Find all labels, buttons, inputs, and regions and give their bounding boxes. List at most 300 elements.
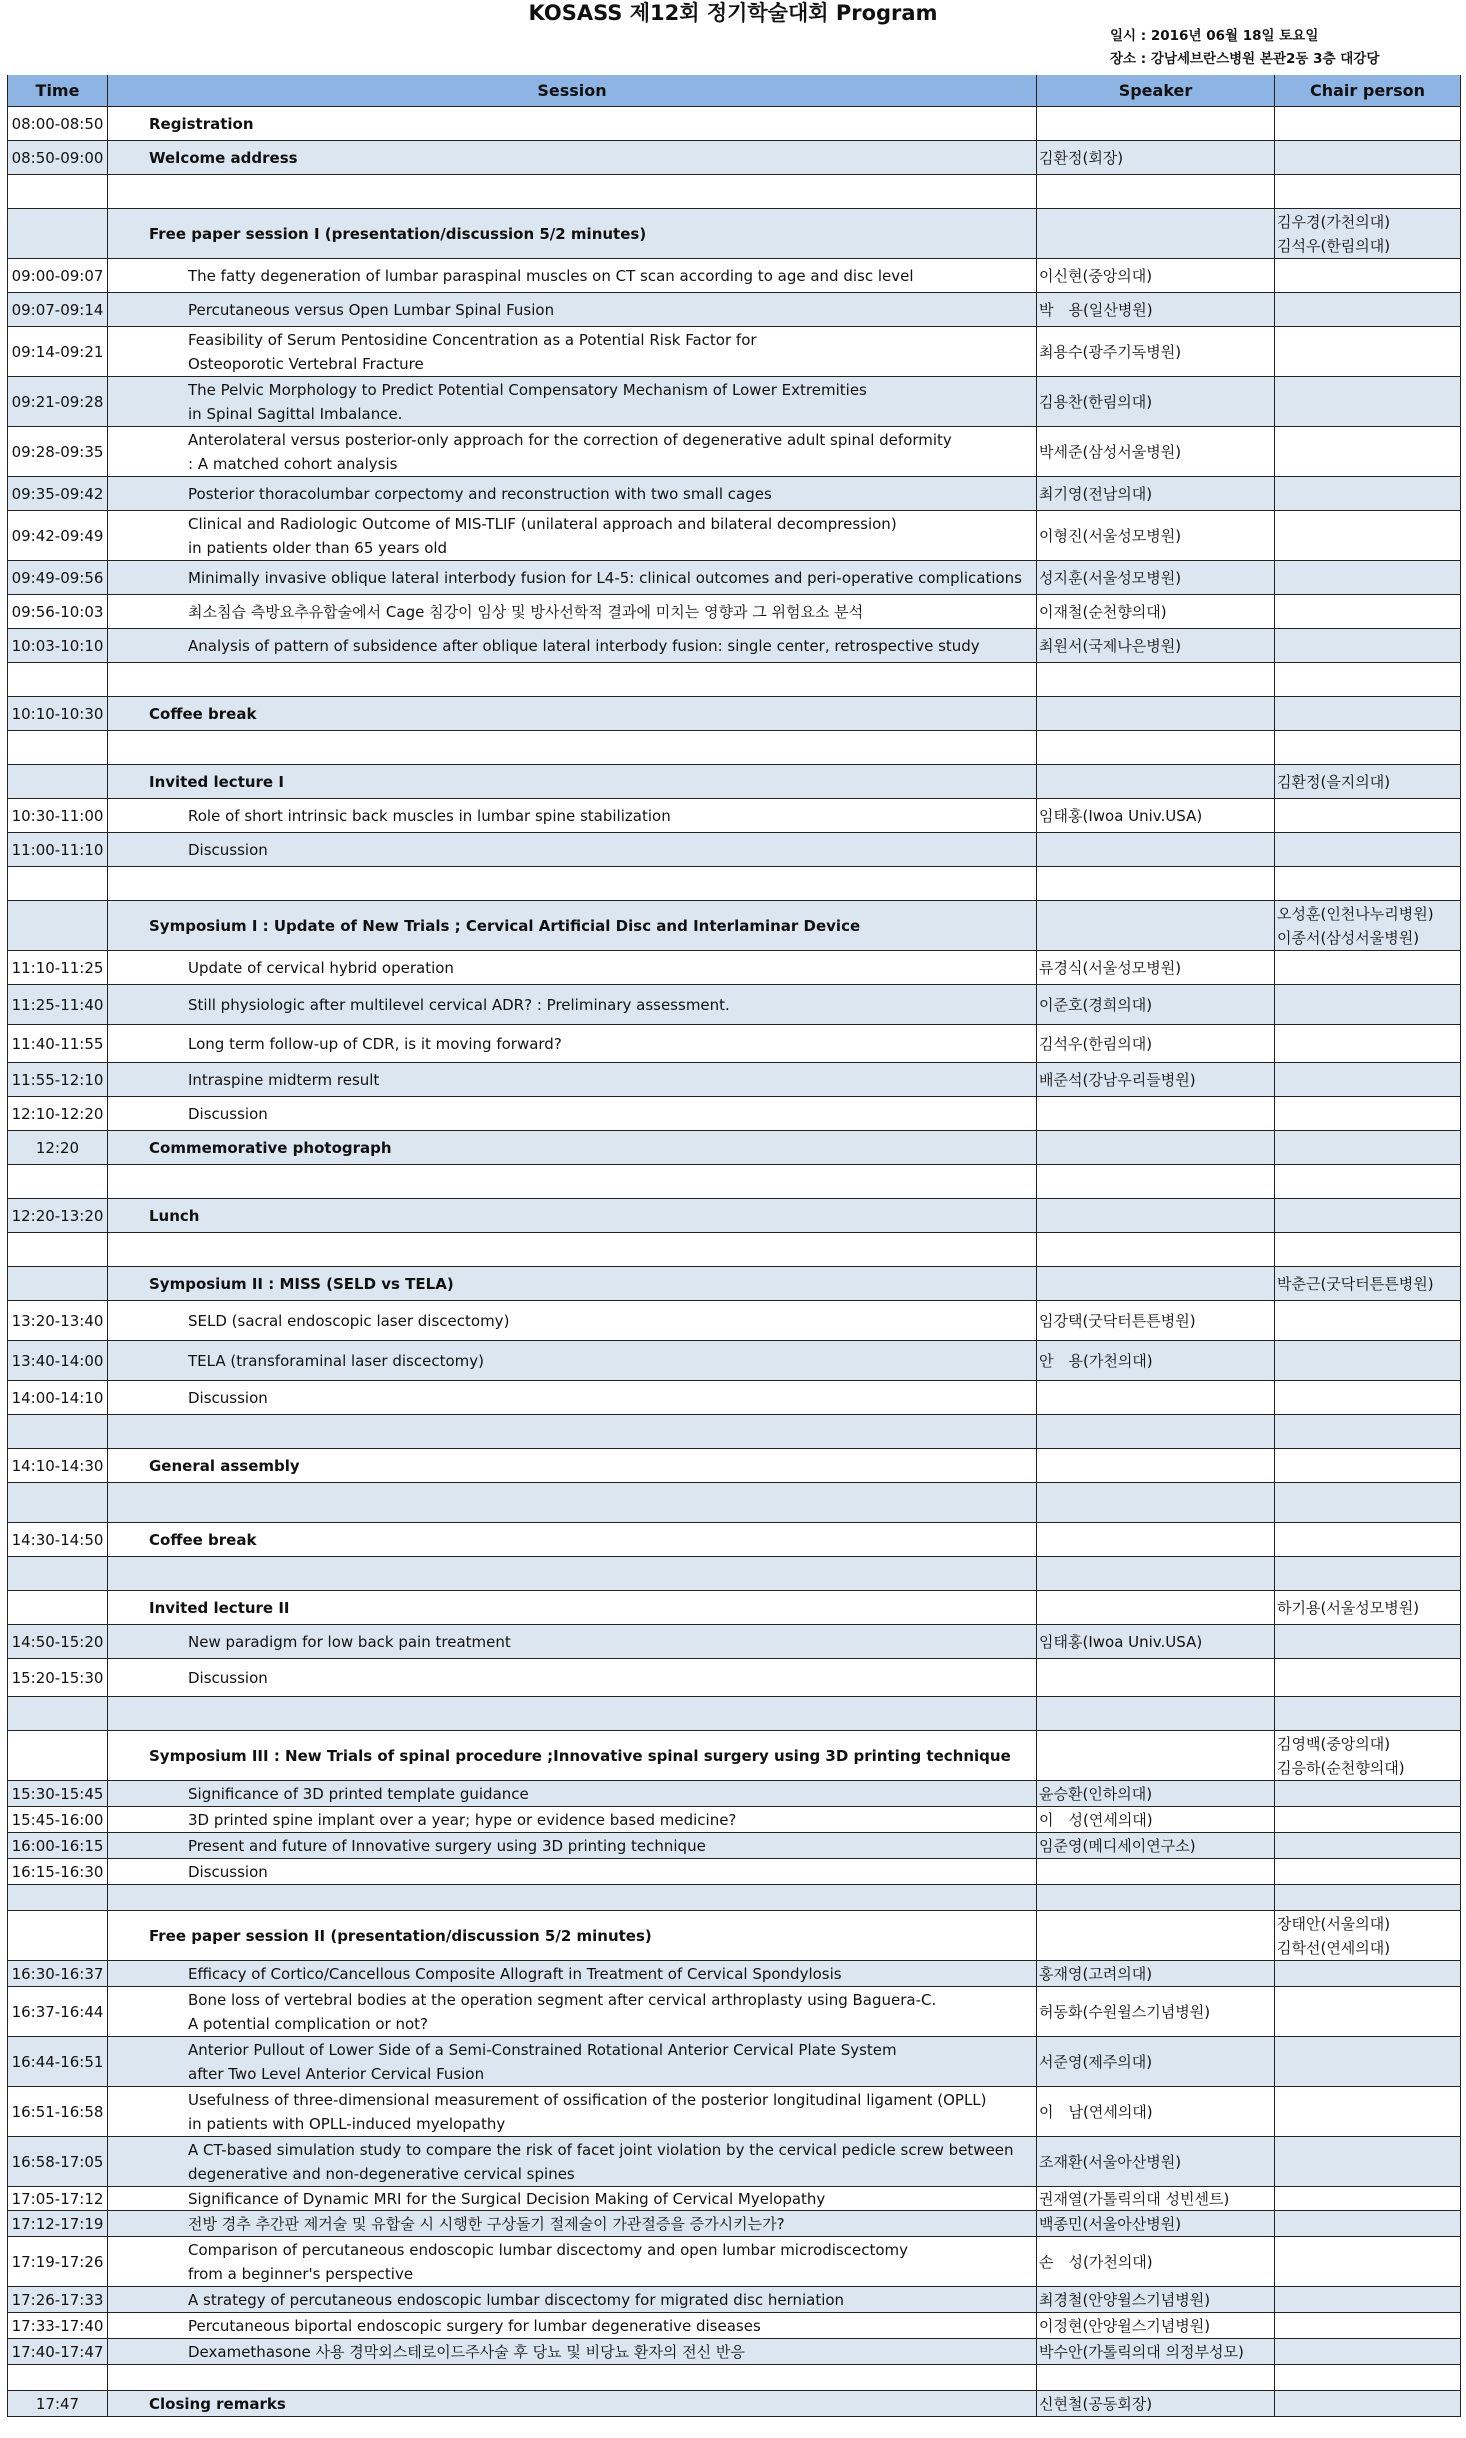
table-row [7,2187,1461,2211]
chair-cell [1275,1859,1461,1884]
header-speaker: Speaker [1037,75,1275,106]
chair-cell [1275,1063,1461,1096]
session-cell-text: Discussion [188,1862,268,1881]
session-cell [108,901,1037,950]
session-cell-text: Invited lecture I [149,772,284,791]
table-row [7,765,1461,799]
time-cell [7,595,108,628]
table-row [7,951,1461,985]
chair-cell-text: 김영백(중앙의대) 김응하(순천향의대) [1277,1734,1405,1777]
session-cell [108,2211,1037,2236]
session-cell [108,2087,1037,2136]
speaker-cell-text: 김용찬(한림의대) [1039,392,1153,411]
table-row [7,833,1461,867]
speaker-cell-text: 이준호(경희의대) [1039,995,1153,1014]
speaker-cell [1037,2237,1275,2286]
chair-cell [1275,2037,1461,2086]
time-cell-text: 16:37-16:44 [11,2002,104,2021]
session-cell [108,1415,1037,1448]
speaker-cell-text: 최기영(전남의대) [1039,484,1153,503]
session-cell [108,595,1037,628]
table-row [7,377,1461,427]
time-cell-text: 10:30-11:00 [11,806,104,825]
chair-cell [1275,1267,1461,1300]
time-cell [7,1199,108,1232]
time-cell [7,1807,108,1832]
speaker-cell [1037,561,1275,594]
chair-cell [1275,511,1461,560]
session-cell-text: New paradigm for low back pain treatment [188,1632,511,1651]
chair-cell [1275,1131,1461,1164]
chair-cell [1275,1483,1461,1522]
chair-cell [1275,1807,1461,1832]
speaker-cell-text: 최경철(안양윌스기념병원) [1039,2290,1211,2309]
speaker-cell [1037,2087,1275,2136]
speaker-cell-text: 윤승환(인하의대) [1039,1784,1153,1803]
speaker-cell [1037,141,1275,174]
time-cell [7,629,108,662]
time-cell [7,175,108,208]
table-row [7,1833,1461,1859]
time-cell [7,2365,108,2390]
time-cell-text: 12:20 [35,1138,80,1157]
session-cell [108,259,1037,292]
session-cell [108,1063,1037,1096]
time-cell-text: 15:45-16:00 [11,1810,104,1829]
speaker-cell-text: 박수안(가톨릭의대 의정부성모) [1039,2342,1244,2361]
time-cell [7,2339,108,2364]
speaker-cell [1037,1731,1275,1780]
session-cell [108,1557,1037,1590]
table-row [7,1731,1461,1781]
time-cell-text: 16:58-17:05 [11,2152,104,2171]
table-row [7,1961,1461,1987]
time-cell [7,1233,108,1266]
chair-cell [1275,141,1461,174]
session-cell [108,2237,1037,2286]
session-cell-text: Analysis of pattern of subsidence after oblique lateral interbody fusion: single center, retrospective study [188,636,980,655]
speaker-cell-text: 이정현(안양윌스기념병원) [1039,2316,1211,2335]
table-row [7,1523,1461,1557]
chair-cell [1275,1025,1461,1062]
session-cell [108,209,1037,258]
session-cell [108,1987,1037,2036]
table-row [7,2287,1461,2313]
chair-cell [1275,629,1461,662]
speaker-cell [1037,427,1275,476]
chair-cell [1275,2365,1461,2390]
chair-cell [1275,867,1461,900]
session-cell-text: Discussion [188,840,268,859]
speaker-cell-text: 임준영(메디세이연구소) [1039,1836,1196,1855]
session-cell-text: Discussion [188,1668,268,1687]
table-row [7,1807,1461,1833]
chair-cell [1275,1731,1461,1780]
session-cell [108,731,1037,764]
table-row [7,1659,1461,1697]
event-date: 일시 : 2016년 06월 18일 토요일 [1110,28,1319,44]
chair-cell [1275,2237,1461,2286]
time-cell [7,951,108,984]
chair-cell [1275,2211,1461,2236]
chair-cell [1275,2339,1461,2364]
table-row [7,1591,1461,1625]
table-header-row [7,75,1461,107]
chair-cell [1275,175,1461,208]
time-cell-text: 10:10-10:30 [11,704,104,723]
speaker-cell [1037,1165,1275,1198]
session-cell [108,511,1037,560]
session-cell-text: Symposium II : MISS (SELD vs TELA) [149,1274,454,1293]
session-cell-text: Coffee break [149,704,257,723]
time-cell [7,1415,108,1448]
time-cell-text: 09:28-09:35 [11,442,104,461]
time-cell [7,2313,108,2338]
session-cell [108,1659,1037,1696]
time-cell-text: 08:50-09:00 [11,148,104,167]
time-cell-text: 09:35-09:42 [11,484,104,503]
time-cell [7,901,108,950]
time-cell-text: 09:21-09:28 [11,392,104,411]
session-cell-text: SELD (sacral endoscopic laser discectomy) [188,1311,510,1330]
session-cell-text: A CT-based simulation study to compare the risk of facet joint violation by the cervical pedicle screw between degenerative and non-degenerative cervical spines [188,2140,1014,2183]
table-row [7,327,1461,377]
chair-cell [1275,209,1461,258]
time-cell [7,985,108,1024]
speaker-cell [1037,1885,1275,1910]
session-cell-text: Closing remarks [149,2394,286,2413]
chair-cell [1275,731,1461,764]
time-cell [7,1449,108,1482]
time-cell-text: 09:56-10:03 [11,602,104,621]
speaker-cell [1037,293,1275,326]
time-cell-text: 12:10-12:20 [11,1104,104,1123]
chair-cell [1275,327,1461,376]
time-cell-text: 14:50-15:20 [11,1632,104,1651]
time-cell [7,1131,108,1164]
time-cell [7,561,108,594]
event-venue: 장소 : 강남세브란스병원 본관2동 3층 대강당 [1110,51,1380,67]
table-row [7,799,1461,833]
chair-cell [1275,1987,1461,2036]
speaker-cell-text: 임태홍(Iwoa Univ.USA) [1039,806,1203,825]
time-cell [7,209,108,258]
time-cell [7,1833,108,1858]
time-cell-text: 08:00-08:50 [11,114,104,133]
time-cell [7,663,108,696]
time-cell [7,1341,108,1380]
time-cell [7,1731,108,1780]
time-cell [7,1961,108,1986]
speaker-cell [1037,327,1275,376]
chair-cell [1275,2287,1461,2312]
session-cell-text: Discussion [188,1104,268,1123]
table-row [7,2339,1461,2365]
table-row [7,1267,1461,1301]
session-cell [108,1781,1037,1806]
time-cell [7,2391,108,2416]
time-cell [7,327,108,376]
chair-cell [1275,1199,1461,1232]
session-cell [108,327,1037,376]
time-cell [7,2237,108,2286]
table-row [7,901,1461,951]
speaker-cell-text: 이형진(서울성모병원) [1039,526,1182,545]
time-cell-text: 16:51-16:58 [11,2102,104,2121]
speaker-cell-text: 박세준(삼성서울병원) [1039,442,1182,461]
table-row [7,1233,1461,1267]
session-cell-text: Symposium I : Update of New Trials ; Cervical Artificial Disc and Interlaminar Device [149,916,861,935]
session-cell [108,867,1037,900]
speaker-cell-text: 권재열(가톨릭의대 성빈센트) [1039,2189,1230,2208]
speaker-cell [1037,511,1275,560]
speaker-cell [1037,1233,1275,1266]
session-cell [108,1025,1037,1062]
session-cell [108,1483,1037,1522]
time-cell-text: 12:20-13:20 [11,1206,104,1225]
time-cell [7,731,108,764]
session-cell-text: Posterior thoracolumbar corpectomy and reconstruction with two small cages [188,484,772,503]
table-row [7,1483,1461,1523]
time-cell-text: 14:10-14:30 [11,1456,104,1475]
time-cell [7,1381,108,1414]
time-cell [7,1523,108,1556]
speaker-cell [1037,1523,1275,1556]
session-cell-text: Clinical and Radiologic Outcome of MIS-TLIF (unilateral approach and bilateral decompression) in patients older than 65 years old [188,514,897,557]
session-cell [108,1833,1037,1858]
speaker-cell [1037,629,1275,662]
time-cell-text: 09:49-09:56 [11,568,104,587]
session-cell [108,697,1037,730]
table-row [7,1859,1461,1885]
table-row [7,1131,1461,1165]
speaker-cell [1037,1859,1275,1884]
chair-cell [1275,1911,1461,1960]
table-row [7,2037,1461,2087]
speaker-cell-text: 성지훈(서울성모병원) [1039,568,1182,587]
speaker-cell [1037,1961,1275,1986]
session-cell-text: Role of short intrinsic back muscles in lumbar spine stabilization [188,806,671,825]
table-row [7,107,1461,141]
speaker-cell [1037,107,1275,140]
session-cell [108,2287,1037,2312]
chair-cell [1275,833,1461,866]
speaker-cell [1037,2391,1275,2416]
time-cell [7,2287,108,2312]
speaker-cell [1037,1807,1275,1832]
time-cell-text: 16:44-16:51 [11,2052,104,2071]
table-row [7,259,1461,293]
session-cell [108,1625,1037,1658]
session-cell [108,1807,1037,1832]
table-row [7,427,1461,477]
speaker-cell [1037,209,1275,258]
time-cell-text: 10:03-10:10 [11,636,104,655]
speaker-cell [1037,901,1275,950]
speaker-cell-text: 홍재영(고려의대) [1039,1964,1153,1983]
session-cell [108,629,1037,662]
speaker-cell-text: 박 용(일산병원) [1039,300,1153,319]
speaker-cell-text: 임태홍(Iwoa Univ.USA) [1039,1632,1203,1651]
session-cell [108,1381,1037,1414]
speaker-cell [1037,2313,1275,2338]
table-row [7,2087,1461,2137]
session-cell [108,477,1037,510]
time-cell [7,833,108,866]
time-cell-text: 11:00-11:10 [11,840,104,859]
table-row [7,867,1461,901]
table-row [7,1381,1461,1415]
session-cell-text: Significance of 3D printed template guidance [188,1784,529,1803]
time-cell [7,1025,108,1062]
speaker-cell [1037,1781,1275,1806]
session-cell-text: Update of cervical hybrid operation [188,958,454,977]
chair-cell-text: 오성훈(인천나누리병원) 이종서(삼성서울병원) [1277,904,1434,947]
chair-cell [1275,427,1461,476]
table-row [7,595,1461,629]
time-cell-text: 11:25-11:40 [11,995,104,1014]
speaker-cell [1037,477,1275,510]
session-cell [108,1233,1037,1266]
session-cell-text: Percutaneous biportal endoscopic surgery for lumbar degenerative diseases [188,2316,761,2335]
time-cell-text: 17:12-17:19 [11,2214,104,2233]
speaker-cell-text: 이 성(연세의대) [1039,1810,1153,1829]
time-cell [7,1097,108,1130]
session-cell-text: Commemorative photograph [149,1138,392,1157]
chair-cell [1275,1625,1461,1658]
time-cell [7,511,108,560]
time-cell-text: 09:00-09:07 [11,266,104,285]
table-row [7,1911,1461,1961]
speaker-cell [1037,1911,1275,1960]
speaker-cell-text: 최용수(광주기독병원) [1039,342,1182,361]
chair-cell [1275,1697,1461,1730]
time-cell-text: 09:42-09:49 [11,526,104,545]
table-row [7,1301,1461,1341]
speaker-cell [1037,1131,1275,1164]
time-cell-text: 11:55-12:10 [11,1070,104,1089]
session-cell [108,765,1037,798]
time-cell [7,477,108,510]
speaker-cell [1037,1833,1275,1858]
chair-cell [1275,1885,1461,1910]
session-cell [108,1449,1037,1482]
time-cell [7,799,108,832]
speaker-cell-text: 안 용(가천의대) [1039,1351,1153,1370]
chair-cell [1275,1781,1461,1806]
time-cell [7,293,108,326]
speaker-cell-text: 류경식(서울성모병원) [1039,958,1182,977]
session-cell-text: Free paper session I (presentation/discussion 5/2 minutes) [149,224,647,243]
session-cell [108,141,1037,174]
session-cell [108,2313,1037,2338]
chair-cell-text: 박춘근(굿닥터튼튼병원) [1277,1274,1434,1293]
speaker-cell [1037,595,1275,628]
speaker-cell-text: 이 남(연세의대) [1039,2102,1153,2121]
chair-cell [1275,1233,1461,1266]
session-cell-text: Comparison of percutaneous endoscopic lumbar discectomy and open lumbar microdiscectomy from a beginner's perspective [188,2240,909,2283]
table-row [7,731,1461,765]
chair-cell [1275,1097,1461,1130]
session-cell-text: Anterior Pullout of Lower Side of a Semi-Constrained Rotational Anterior Cervical Plate System after Two Level Anterior Cervical Fusion [188,2040,897,2083]
session-cell-text: Still physiologic after multilevel cervical ADR? : Preliminary assessment. [188,995,730,1014]
table-row [7,1199,1461,1233]
table-row [7,1025,1461,1063]
session-cell-text: Anterolateral versus posterior-only approach for the correction of degenerative adult spinal deformity : A matched cohort analysis [188,430,952,473]
table-row [7,629,1461,663]
table-row [7,1449,1461,1483]
chair-cell [1275,1415,1461,1448]
chair-cell [1275,1659,1461,1696]
speaker-cell [1037,1025,1275,1062]
table-row [7,511,1461,561]
chair-cell [1275,1523,1461,1556]
time-cell [7,1697,108,1730]
speaker-cell [1037,697,1275,730]
chair-cell [1275,595,1461,628]
header-session: Session [108,75,1037,106]
time-cell [7,377,108,426]
page-title: KOSASS 제12회 정기학술대회 Program [528,1,938,25]
time-cell-text: 14:30-14:50 [11,1530,104,1549]
time-cell-text: 11:40-11:55 [11,1034,104,1053]
session-cell [108,1523,1037,1556]
chair-cell [1275,1449,1461,1482]
speaker-cell [1037,765,1275,798]
session-cell [108,1697,1037,1730]
speaker-cell [1037,2187,1275,2210]
chair-cell [1275,1165,1461,1198]
chair-cell [1275,259,1461,292]
time-cell [7,107,108,140]
speaker-cell [1037,1483,1275,1522]
time-cell [7,1483,108,1522]
session-cell [108,2391,1037,2416]
table-row [7,561,1461,595]
session-cell-text: Efficacy of Cortico/Cancellous Composite Allograft in Treatment of Cervical Spondylosis [188,1964,842,1983]
time-cell [7,1885,108,1910]
session-cell [108,1911,1037,1960]
session-cell-text: Significance of Dynamic MRI for the Surgical Decision Making of Cervical Myelopathy [188,2189,826,2208]
session-cell [108,2137,1037,2186]
session-cell [108,1885,1037,1910]
chair-cell [1275,377,1461,426]
session-cell [108,1131,1037,1164]
session-cell-text: Bone loss of vertebral bodies at the operation segment after cervical arthroplasty using Baguera-C. A potential complication or not? [188,1990,937,2033]
speaker-cell [1037,1063,1275,1096]
speaker-cell [1037,1449,1275,1482]
time-cell-text: 14:00-14:10 [11,1388,104,1407]
speaker-cell [1037,1659,1275,1696]
time-cell [7,1987,108,2036]
speaker-cell-text: 김환정(회장) [1039,148,1124,167]
time-cell [7,1625,108,1658]
time-cell [7,1165,108,1198]
session-cell [108,1341,1037,1380]
table-row [7,1697,1461,1731]
chair-cell [1275,663,1461,696]
chair-cell [1275,107,1461,140]
time-cell [7,1781,108,1806]
time-cell [7,867,108,900]
table-row [7,1341,1461,1381]
chair-cell-text: 김우경(가천의대) 김석우(한림의대) [1277,212,1391,255]
time-cell-text: 15:20-15:30 [11,1668,104,1687]
session-cell-text: Free paper session II (presentation/discussion 5/2 minutes) [149,1926,652,1945]
time-cell [7,697,108,730]
session-cell-text: The fatty degeneration of lumbar paraspinal muscles on CT scan according to age and disc level [188,266,914,285]
session-cell-text: Intraspine midterm result [188,1070,380,1089]
